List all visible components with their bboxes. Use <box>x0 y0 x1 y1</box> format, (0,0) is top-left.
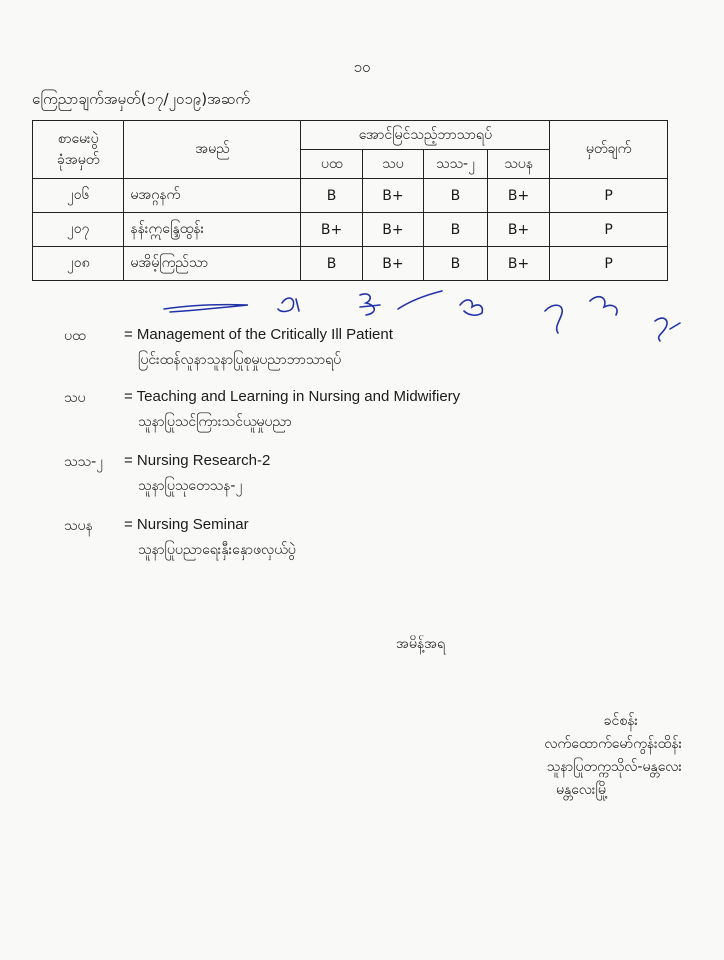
signature-block <box>420 710 700 802</box>
table-row <box>33 247 668 281</box>
legend-myanmar: သူနာပြုသင်ကြားသင်ယူမှုပညာ <box>138 414 292 430</box>
student-name-cell: မအဂ္ဂနက် <box>124 179 301 213</box>
grade-cell: B+ <box>487 213 549 247</box>
signature-stroke <box>398 291 442 309</box>
subject-header: ပထ <box>301 150 362 179</box>
signatory-title: လက်ထောက်မော်ကွန်းထိန်း <box>544 736 682 752</box>
roll-no-cell: ၂၀၈ <box>33 247 124 281</box>
page-number: ၁၀ <box>353 58 371 76</box>
table-row <box>33 179 668 213</box>
table-row <box>33 213 668 247</box>
signature-stroke <box>278 298 299 311</box>
roll-no-cell: ၂၀၆ <box>33 179 124 213</box>
legend-english: = Management of the Critically Ill Patient <box>124 326 393 343</box>
remark-cell: P <box>550 247 668 281</box>
grade-cell: B <box>424 247 488 281</box>
student-name-cell: မအိမ့်ကြည်သာ <box>124 247 301 281</box>
subject-header: သပ <box>362 150 423 179</box>
grade-cell: B+ <box>362 213 423 247</box>
column-header-remark: မှတ်ချက် <box>550 121 668 179</box>
legend-abbreviation: သသ-၂ <box>64 454 103 470</box>
signature-stroke <box>164 305 248 312</box>
legend-english: = Nursing Research-2 <box>124 452 271 469</box>
grade-cell: B+ <box>301 213 362 247</box>
signatory-city: မန္တလေးမြို့ <box>555 782 608 798</box>
legend-abbreviation: သပ <box>64 390 86 406</box>
signatory-institution: သူနာပြုတက္ကသိုလ်-မန္တလေး <box>546 759 682 775</box>
legend-myanmar: သူနာပြုပညာရေးနှီးနှောဖလှယ်ပွဲ <box>138 542 296 558</box>
grade-cell: B <box>301 247 362 281</box>
column-header-roll-no-line2: ခုံအမှတ် <box>57 151 100 168</box>
subject-header: သသ-၂ <box>424 150 488 179</box>
student-name-cell: နန်းဣန္ဒြေထွန်း <box>124 213 301 247</box>
signature-stroke <box>460 300 482 315</box>
grade-cell: B <box>301 179 362 213</box>
subject-header: သပန <box>487 150 549 179</box>
grade-cell: B+ <box>362 179 423 213</box>
grade-cell: B <box>424 213 488 247</box>
legend-myanmar: သူနာပြုသုတေသန-၂ <box>138 478 243 494</box>
document-heading: ကြေညာချက်အမှတ်(၁၇/၂၀၁၉)အဆက် <box>32 90 250 108</box>
remark-cell: P <box>550 213 668 247</box>
signature-stroke <box>590 297 617 315</box>
table-header-row <box>33 121 668 150</box>
grade-cell: B+ <box>487 179 549 213</box>
examiner-signatures <box>150 285 710 355</box>
legend-abbreviation: ပထ <box>64 328 86 344</box>
column-header-name: အမည် <box>124 121 301 179</box>
grade-cell: B+ <box>487 247 549 281</box>
legend-myanmar: ပြင်းထန်လူနာသူနာပြုစုမှုပညာဘာသာရပ် <box>138 352 342 368</box>
signature-stroke <box>655 318 680 341</box>
signatory-name: ခင်စန်း <box>603 713 638 729</box>
legend-english: = Nursing Seminar <box>124 516 249 533</box>
remark-cell: P <box>550 179 668 213</box>
roll-no-cell: ၂၀၇ <box>33 213 124 247</box>
grade-cell: B <box>424 179 488 213</box>
legend-abbreviation: သပန <box>64 518 93 534</box>
legend-english: = Teaching and Learning in Nursing and Midwifiery <box>124 388 461 405</box>
signature-stroke <box>545 305 562 333</box>
results-table <box>32 120 668 281</box>
column-header-roll-no <box>33 121 124 179</box>
column-header-passed-subjects: အောင်မြင်သည့်ဘာသာရပ် <box>301 121 550 150</box>
signature-stroke <box>360 294 380 315</box>
order-by-text: အမိန့်အရ <box>396 636 445 652</box>
grade-cell: B+ <box>362 247 423 281</box>
column-header-roll-no-line1: စာမေးပွဲ <box>57 130 99 147</box>
